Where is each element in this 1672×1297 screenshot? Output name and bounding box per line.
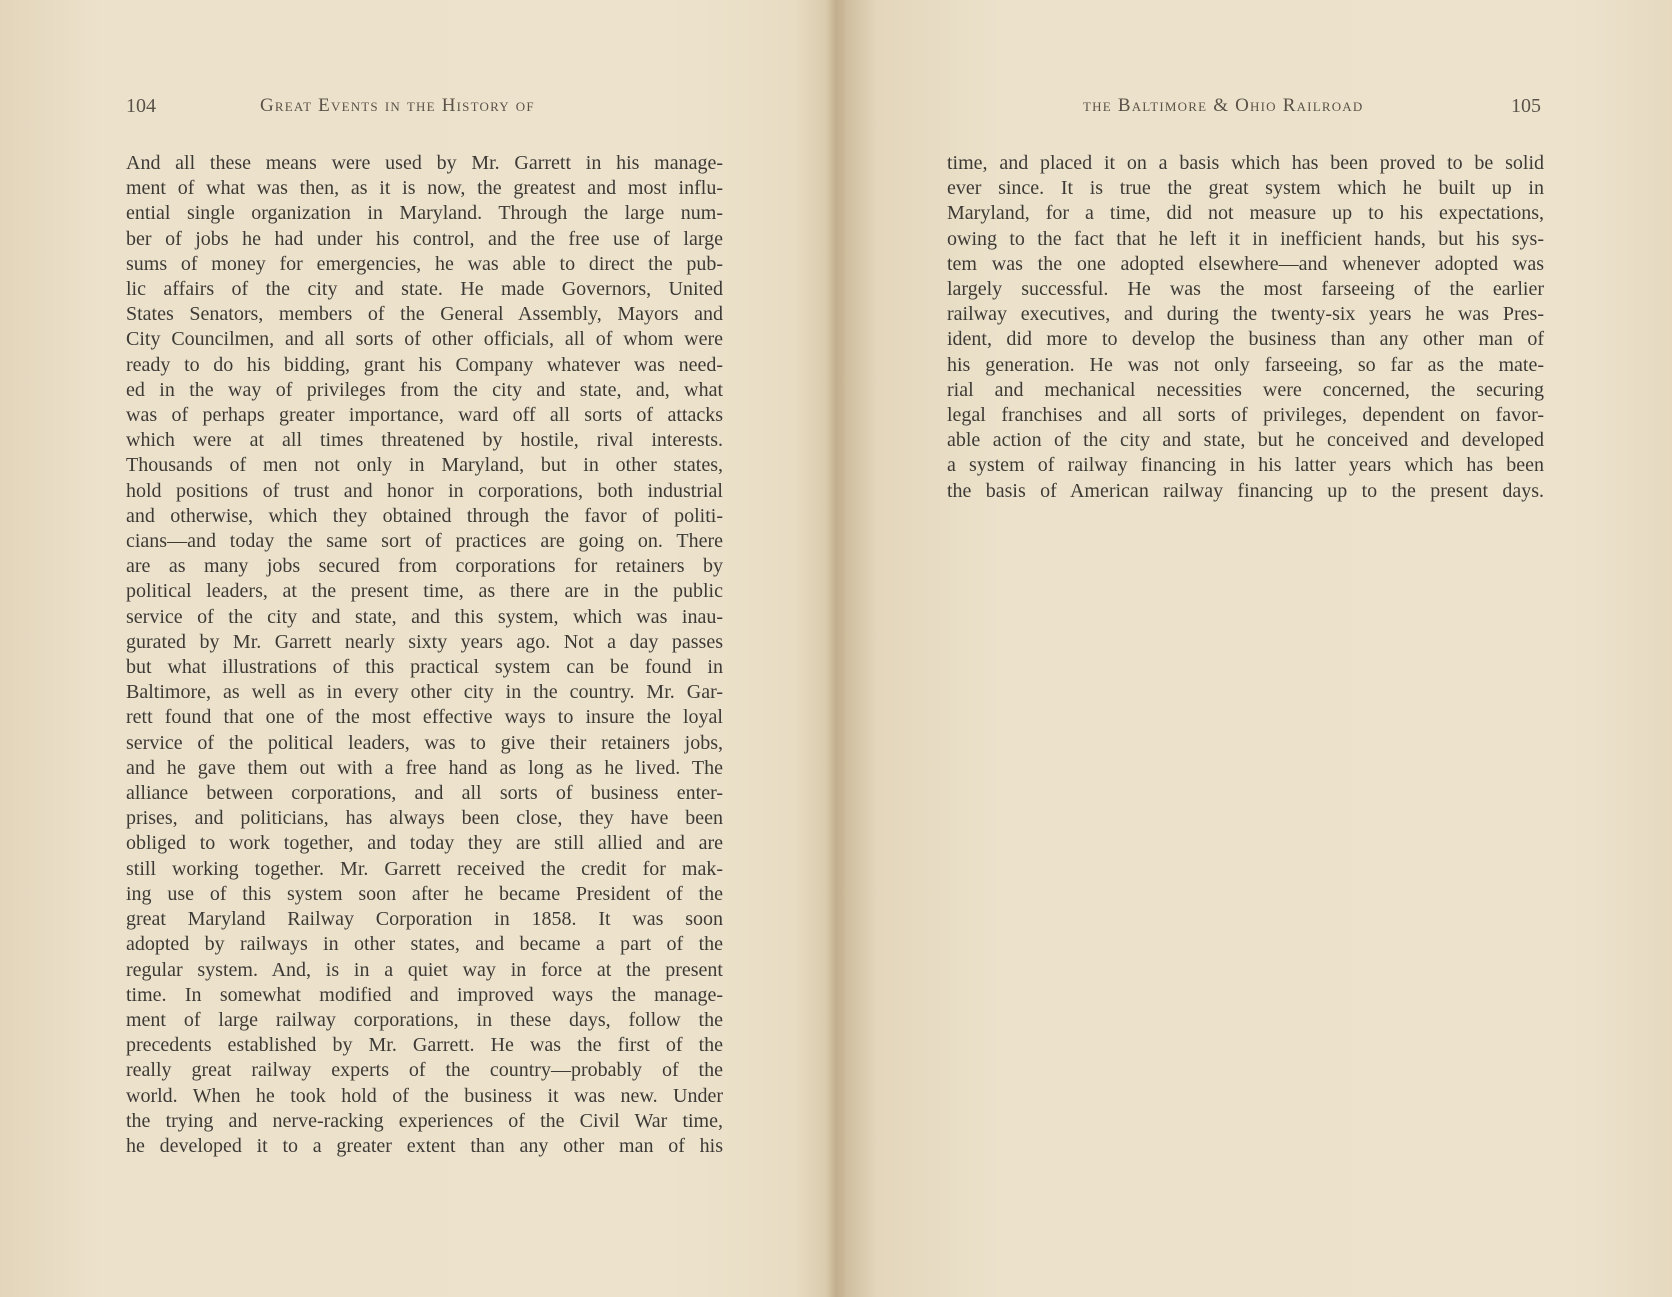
text-line: owing to the fact that he left it in inefficient hands, but his sys- — [947, 227, 1544, 250]
text-line: ment of what was then, as it is now, the greatest and most influ- — [126, 177, 723, 200]
text-line: largely successful. He was the most farseeing of the earlier — [947, 278, 1544, 301]
text-line: time, and placed it on a basis which has been proved to be solid — [947, 152, 1544, 174]
text-line: ident, did more to develop the business than any other man of — [947, 328, 1544, 351]
text-line: cians—and today the same sort of practices are going on. There — [126, 530, 723, 553]
running-head: the Baltimore & Ohio Railroad — [1083, 95, 1364, 116]
text-line: are as many jobs secured from corporations for retainers by — [126, 555, 723, 578]
text-line: adopted by railways in other states, and became a part of the — [126, 933, 723, 956]
page-number: 105 — [1511, 95, 1541, 117]
text-line: ential single organization in Maryland. Through the large num- — [126, 202, 723, 225]
text-line: ed in the way of privileges from the city and state, and, what — [126, 378, 723, 401]
text-line: rial and mechanical necessities were concerned, the securing — [947, 378, 1544, 401]
running-head: Great Events in the History of — [260, 95, 535, 116]
text-line: he developed it to a greater extent than any other man of his — [126, 1134, 723, 1157]
text-line: the trying and nerve-racking experiences of the Civil War time, — [126, 1109, 723, 1132]
text-line: gurated by Mr. Garrett nearly sixty years ago. Not a day passes — [126, 630, 723, 653]
body-text — [126, 151, 723, 1159]
text-line: Baltimore, as well as in every other city in the country. Mr. Gar- — [126, 681, 723, 704]
text-line: ever since. It is true the great system which he built up in — [947, 177, 1544, 200]
text-line: service of the political leaders, was to give their retainers jobs, — [126, 731, 723, 754]
text-line: able action of the city and state, but he conceived and developed — [947, 429, 1544, 452]
text-line: lic affairs of the city and state. He made Governors, United — [126, 278, 723, 301]
text-line: precedents established by Mr. Garrett. He was the first of the — [126, 1034, 723, 1057]
text-line: time. In somewhat modified and improved ways the manage- — [126, 983, 723, 1006]
text-line: legal franchises and all sorts of privileges, dependent on favor- — [947, 404, 1544, 427]
text-line: service of the city and state, and this system, which was inau- — [126, 605, 723, 628]
text-line: was of perhaps greater importance, ward off all sorts of attacks — [126, 404, 723, 427]
text-line: a system of railway financing in his latter years which has been — [947, 454, 1544, 477]
text-line: alliance between corporations, and all sorts of business enter- — [126, 782, 723, 805]
text-line: which were at all times threatened by hostile, rival interests. — [126, 429, 723, 452]
text-line: sums of money for emergencies, he was able to direct the pub- — [126, 252, 723, 275]
text-line: obliged to work together, and today they are still allied and are — [126, 832, 723, 855]
text-line: Thousands of men not only in Maryland, but in other states, — [126, 454, 723, 477]
text-line: but what illustrations of this practical system can be found in — [126, 656, 723, 679]
text-line: Maryland, for a time, did not measure up to his expectations, — [947, 202, 1544, 225]
text-line: ready to do his bidding, grant his Company whatever was need- — [126, 353, 723, 376]
text-line: ber of jobs he had under his control, and the free use of large — [126, 227, 723, 250]
text-line: rett found that one of the most effective ways to insure the loyal — [126, 706, 723, 729]
text-line: world. When he took hold of the business it was new. Under — [126, 1084, 723, 1107]
text-line: tem was the one adopted elsewhere—and whenever adopted was — [947, 252, 1544, 275]
text-line: railway executives, and during the twenty-six years he was Pres- — [947, 303, 1544, 326]
text-line: still working together. Mr. Garrett received the credit for mak- — [126, 857, 723, 880]
text-line: the basis of American railway financing up to the present days. — [947, 479, 1544, 502]
right-page — [836, 0, 1672, 1297]
text-line: regular system. And, is in a quiet way in force at the present — [126, 958, 723, 981]
text-line: really great railway experts of the country—probably of the — [126, 1059, 723, 1082]
text-line: and he gave them out with a free hand as long as he lived. The — [126, 756, 723, 779]
text-line: prises, and politicians, has always been close, they have been — [126, 807, 723, 830]
text-line: And all these means were used by Mr. Garrett in his manage- — [126, 152, 723, 174]
text-line: ment of large railway corporations, in these days, follow the — [126, 1008, 723, 1031]
text-line: ing use of this system soon after he became President of the — [126, 882, 723, 905]
text-line: City Councilmen, and all sorts of other officials, all of whom were — [126, 328, 723, 351]
body-text — [947, 151, 1544, 504]
text-line: States Senators, members of the General Assembly, Mayors and — [126, 303, 723, 326]
text-line: and otherwise, which they obtained through the favor of politi- — [126, 504, 723, 527]
text-line: political leaders, at the present time, as there are in the public — [126, 580, 723, 603]
text-line: great Maryland Railway Corporation in 1858. It was soon — [126, 908, 723, 931]
page-number: 104 — [126, 95, 156, 117]
text-line: his generation. He was not only farseeing, so far as the mate- — [947, 353, 1544, 376]
text-line: hold positions of trust and honor in corporations, both industrial — [126, 479, 723, 502]
